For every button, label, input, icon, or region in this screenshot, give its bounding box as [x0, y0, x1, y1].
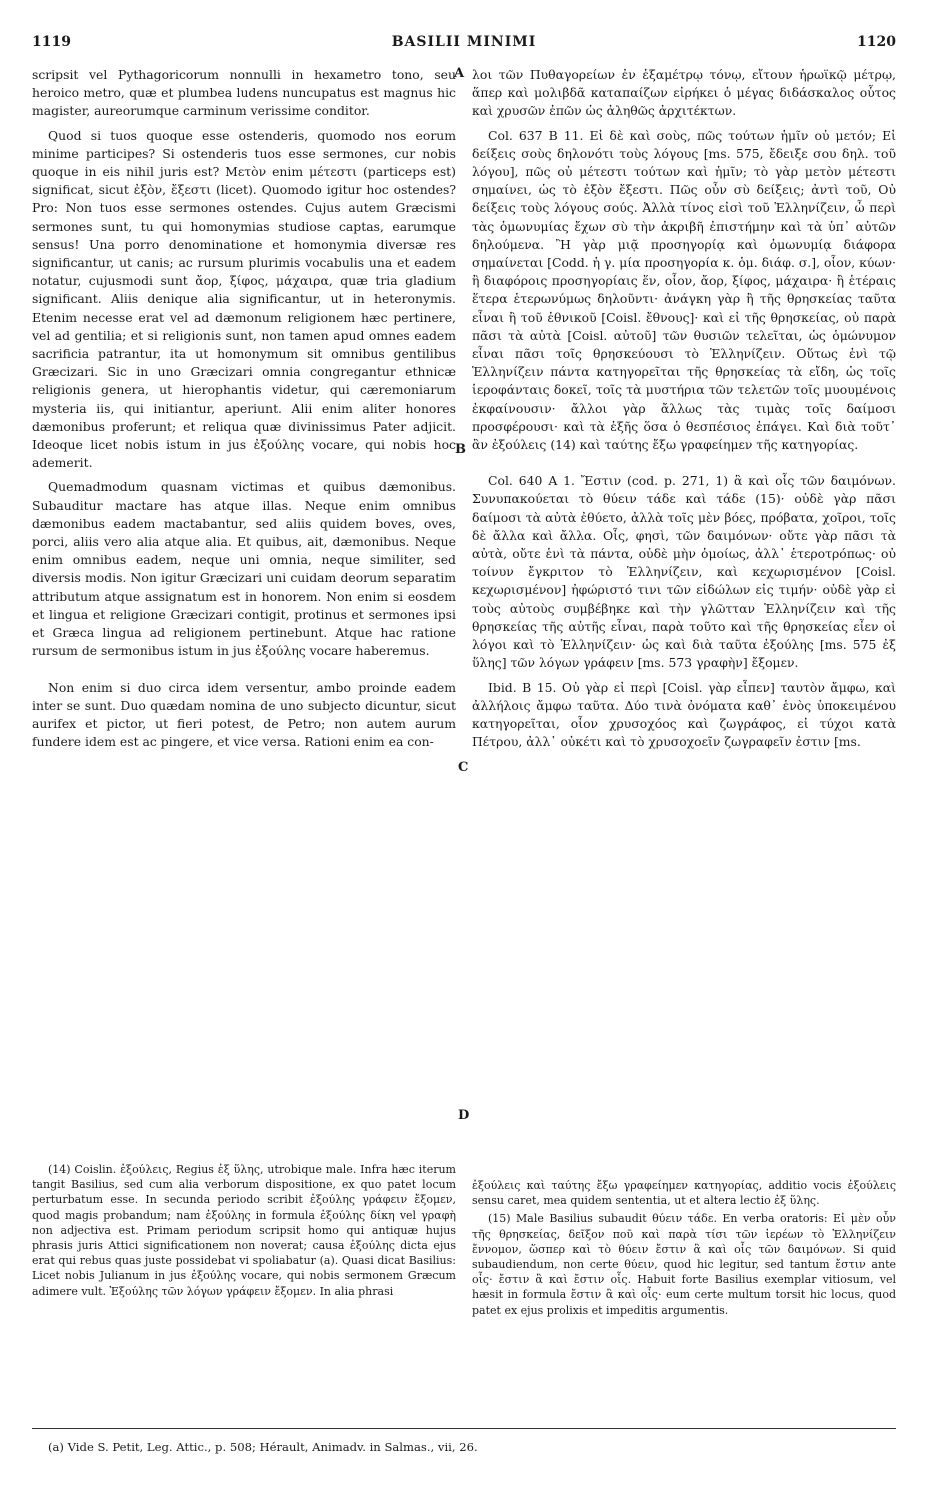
latin-paragraph-2: Quod si tuos quoque esse ostenderis, quomodo nos eorum minime participes? Si ostenderis tuos esse sermones, cur nobis quoque in eis nihil juris est? Μετὸν enim μέτεστι (particeps est) significat, sicut ἐξὸν, ἔξεστι (licet). Quomodo igitur hoc ostendes? Pro: Non tuos esse sermones ostendes. Cujus autem Græcismi sermones sunt, tu qui homonymias studiose captas, earumque sensus! Una porro denominatione et homonymia diversæ res significantur, ut canis; ac rursum plurimis vocabulis una et eadem notatur, cujusmodi sunt ἄορ, ξίφος, μάχαιρα, quæ tria gladium significant. Aliis denique alia significantur, ut in heteronymis. Etenim necesse erat vel ad dæmonum religionem hæc pertinere, vel ad gentilia; et si religionis sunt, non tamen apud omnes eadem sacrificia patrantur, ita ut homonymum sit omnibus gentilibus Græcizari. Sic in uno Græcizari omnia congregantur ethnicæ religionis genera, ut hierophantis videtur, qui cæremoniarum mysteria iis, qui initiantur, aperiunt. Alii enim aliter honores dæmonibus proferunt; et reliqua quæ divinissimus Pater adjicit. Ideoque licet nobis istum in jus ἐξούλης vocare, qui nobis hoc ademerit. [32, 127, 456, 471]
right-column-number: 1120 [857, 34, 896, 50]
greek-paragraph-1: λοι τῶν Πυθαγορείων ἐν ἑξαμέτρῳ τόνῳ, εἴτουν ἡρωϊκῷ μέτρῳ, ἅπερ καὶ μολιβδᾶ καταπαίζων εἰρήκει ὁ μέγας διδάσκαλος οὗτος καὶ χρυσῶν ἐπῶν ὡς ἀληθῶς ἀρχιτέκτων. [472, 67, 896, 119]
note-14-continued: ἐξούλεις καὶ ταύτης ἔξω γραφείημεν κατηγορίας, additio vocis ἐξούλεις sensu caret, mea quidem sententia, ut et altera lectio ἐξ ὕλης. [472, 1179, 896, 1208]
latin-paragraph-1: scripsit vel Pythagoricorum nonnulli in hexametro tono, seu heroico metro, quæ et plumbea ludens nuncupatus est magnus hic magister, aureorumque carminum verissime conditor. [32, 67, 456, 119]
greek-paragraph-3: Col. 640 A 1. Ἔστιν (cod. p. 271, 1) ἃ καὶ οἷς τῶν δαιμόνων. Συνυπακούεται τὸ θύειν τάδε καὶ τάδε (15)· οὐδὲ γὰρ πᾶσι δαίμοσι τὰ αὐτὰ ἐθύετο, ἀλλὰ τοῖς μὲν βόες, πρόβατα, χοῖροι, τοῖς δὲ ἄλλα καὶ ἄλλα. Οἷς, φησὶ, τῶν δαιμόνων· οὔτε γὰρ πᾶσι τὰ αὐτὰ, οὔτε ἑνὶ τὰ πάντα, οὐδὲ μὴν ὁμοίως, ἀλλ᾽ ἑτεροτρόπως· οὐ τοίνυν ἔγκριτον τὸ Ἑλληνίζειν, καὶ κεχωρισμένον [Coisl. κεχωρισμένον] ἠφώριστό τινι τῶν εἰδώλων εἰς τιμήν· οὐδὲ γὰρ εἰ τοὺς αὐτοὺς συμβέβηκε καὶ τὴν γλῶτταν Ἑλληνίζειν καὶ τῆς θρησκείας τῆς αὐτῆς εἶναι, παρὰ τοῦτο καὶ τῆς θρησκείας εἶεν οἱ λόγοι καὶ τὸ Ἑλληνίζειν· ὡς καὶ διὰ ταῦτα ἐξούλης [ms. 575 ἐξ ὕλης] τῶν λόγων γράφειν [ms. 573 γραφὴν] ἔξομεν. [472, 473, 896, 671]
note-15: (15) Male Basilius subaudit θύειν τάδε. En verba oratoris: Εἰ μὲν οὖν τῆς θρησκείας, δεῖξον ποῦ καὶ παρὰ τίσι τῶν ἱερέων τὸ Ἑλληνίζειν ἔννομον, ὥσπερ καὶ τὸ θύειν ἔστιν ἃ καὶ οἷς τῶν δαιμόνων. Si quid subaudiendum, non certe θύειν, quod hic legitur, sed tantum ἔστιν ante οἷς· ἔστιν ἃ καὶ ἔστιν οἷς. Habuit forte Basilius exemplar vitiosum, vel hæsit in formula ἔστιν ἃ καὶ οἷς· eum certe multum torsit hic locus, quod patet ex ejus prolixis et impeditis argumentis. [472, 1212, 896, 1317]
latin-paragraph-4: Non enim si duo circa idem versentur, ambo proinde eadem inter se sunt. Duo quædam nomina de uno subjecto dicuntur, sicut aurifex et pictor, ut fieri potest, de Petro; non autem aurum fundere idem est ac pingere, et vice versa. Rationi enim ea con- [32, 679, 456, 750]
page-title: BASILII MINIMI [391, 34, 537, 50]
left-column-number: 1119 [32, 34, 71, 50]
greek-column [472, 66, 896, 757]
running-header [32, 34, 896, 56]
latin-paragraph-3: Quemadmodum quasnam victimas et quibus dæmonibus. Subauditur mactare has atque illas. Neque enim omnibus dæmonibus eadem mactabantur, sed aliis quidem boves, oves, porci, aliis vero alia atque alia. Et quibus, ait, dæmonibus. Neque enim omnibus eadem, neque uni omnia, neque similiter, sed diversis modis. Non igitur Græcizari uni cuidam deorum separatim attributum atque assignatum est in honorem. Non enim si eosdem et lingua et religione Græcizari contigit, protinus et sermones ipsi et Græca lingua ad religionem pertinebunt. Atque hac ratione rursum de sermonibus istum in jus ἐξούλης vocare haberemus. [32, 479, 456, 659]
footnote-divider [32, 1428, 896, 1429]
greek-paragraph-2: Col. 637 B 11. Εἰ δὲ καὶ σοὺς, πῶς τούτων ἡμῖν οὐ μετόν; Εἰ δείξεις σοὺς δηλονότι τοὺς λόγους [ms. 575, ἔδειξε σου δηλ. τοῦ λόγου], πῶς οὐ μέτεστι τούτων καὶ ἡμῖν; τὸ γὰρ μετὸν μέτεστι σημαίνει, ὡς τὸ ἐξὸν ἔξεστι. Πῶς οὖν σὺ δείξεις; ἀντὶ τοῦ, Οὐ δείξεις τοὺς λόγους σούς. Ἀλλὰ τίνος εἰσὶ τοῦ Ἑλληνίζειν, ὦ περὶ τὰς ὁμωνυμίας ἔχων σὺ τὴν ἀκριβῆ ἐπιστήμην καὶ τὰ ὑπ᾽ αὐτῶν δηλούμενα. Ἢ γὰρ μιᾷ προσηγορίᾳ καὶ ὁμωνυμίᾳ διάφορα σημαίνεται [Codd. ἡ γ. μία προσηγορία κ. ὁμ. διάφ. σ.], οἷον, κύων· ἢ διαφόροις προσηγορίαις ἕν, οἷον, ἄορ, ξίφος, μάχαιρα· ἢ ἑτέραις ἕτερα ἑτερωνύμως δηλοῦντι· ἀνάγκη γὰρ ἢ τῆς θρησκείας ταῦτα εἶναι ἢ τοῦ ἐθνικοῦ [Coisl. ἔθνους]· καὶ εἰ τῆς θρησκείας, οὐ παρὰ πᾶσι τὰ αὐτὰ [Coisl. αὐτοῦ] τῶν θυσιῶν τελεῖται, ὡς ὁμώνυμον εἶναι πᾶσι τοῖς θρησκεύουσι τὸ Ἑλληνίζειν. Οὕτως ἐνὶ τῷ Ἑλληνίζειν πάντα κατηγορεῖται τῆς θρησκείας τὰ εἴδη, ὡς τοῖς ἱεροφάνταις δοκεῖ, τοῖς τὰ μυστήρια τῶν τελετῶν τοῖς μυουμένοις ἐκφαίνουσιν· ἄλλοι γὰρ ἄλλως τὰς τιμὰς τοῖς δαίμοσι προσφέρουσι· καὶ τὰ ἑξῆς ὅσα ὁ θεσπέσιος ἐπάγει. Καὶ διὰ τοῦτ᾽ ἂν ἐξούλεις (14) καὶ ταύτης ἔξω γραφείημεν τῆς κατηγορίας. [472, 127, 896, 453]
notes-left [32, 1162, 456, 1302]
margin-letter-a: A [454, 66, 465, 81]
footnote-a: (a) Vide S. Petit, Leg. Attic., p. 508; Hérault, Animadv. in Salmas., vii, 26. [48, 1440, 478, 1454]
greek-paragraph-4: Ibid. B 15. Οὐ γὰρ εἰ περὶ [Coisl. γὰρ εἶπεν] ταυτὸν ἄμφω, καὶ ἀλλήλοις ἄμφω ταῦτα. Δύο τινὰ ὀνόματα καθ᾽ ἑνὸς ὑποκειμένου κατηγορεῖται, οἷον χρυσοχόος καὶ ζωγράφος, εἰ τύχοι κατὰ Πέτρου, ἀλλ᾽ οὐκέτι καὶ τὸ χρυσοχοεῖν ζωγραφεῖν ἐστιν [ms. [472, 679, 896, 750]
note-14: (14) Coislin. ἐξούλεις, Regius ἐξ ὕλης, utrobique male. Infra hæc iterum tangit Basilius, sed cum alia verborum dispositione, ex quo patet locum perturbatum esse. In secunda periodo scribit ἐξούλης γράφειν ἔξομεν, quod magis probandum; nam ἐξούλης in formula ἐξούλης δίκη vel γραφὴ non adjectiva est. Primam periodum scripsit homo qui antiquæ hujus phrasis juris Attici significationem non noverat; causa ἐξούλης dicta ejus erat qui rebus quas juste possidebat vi spoliabatur (a). Quasi dicat Basilius: Licet nobis Julianum in jus ἐξούλης vocare, qui nobis sermonem Græcum adimere vult. Ἐξούλης τῶν λόγων γράφειν ἔξομεν. In alia phrasi [32, 1163, 456, 1298]
notes-right [472, 1178, 896, 1321]
latin-column [32, 66, 456, 757]
margin-letter-c: C [458, 760, 469, 775]
margin-letter-b: B [455, 442, 466, 457]
margin-letter-d: D [458, 1108, 470, 1123]
